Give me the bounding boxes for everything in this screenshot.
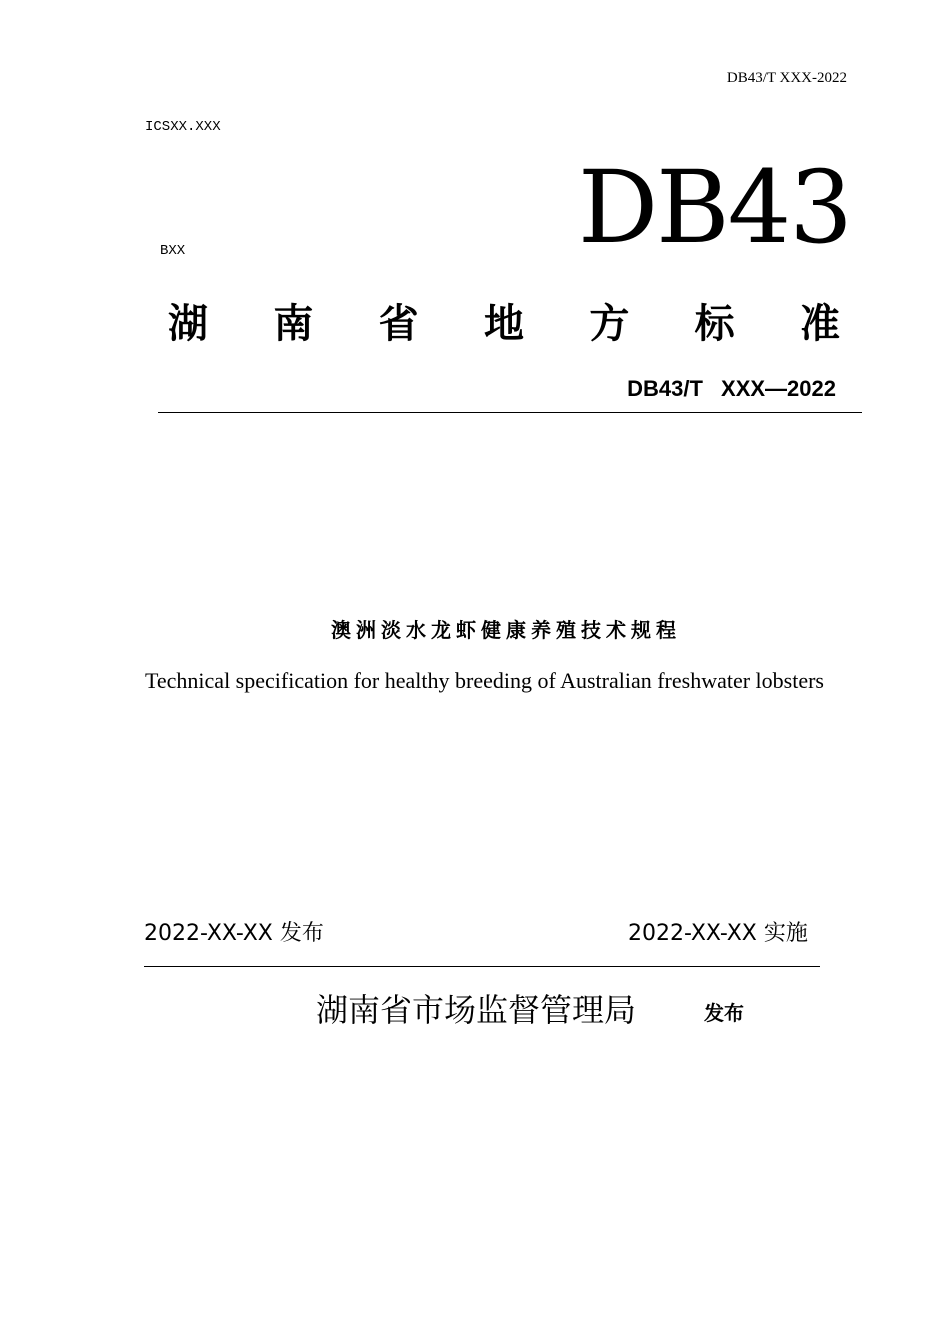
top-divider [158, 412, 862, 413]
issuing-authority: 湖南省市场监督管理局 [316, 991, 637, 1029]
standard-number: DB43/T XXX—2022 [627, 376, 836, 401]
publish-date: 2022-XX-XX 发布 [144, 921, 324, 946]
bottom-divider [144, 966, 820, 967]
document-title-chinese: 澳洲淡水龙虾健康养殖技术规程 [331, 618, 681, 642]
header-standard-code: DB43/T XXX-2022 [726, 70, 847, 86]
title-char: 南 [273, 301, 314, 347]
title-char: 省 [378, 301, 419, 347]
title-char: 准 [799, 301, 840, 347]
title-char: 地 [483, 301, 524, 347]
ccs-classification: BXX [160, 243, 186, 259]
ics-classification: ICSXX.XXX [145, 119, 221, 135]
issuing-suffix: 发布 [704, 1001, 744, 1025]
title-char: 湖 [168, 301, 208, 347]
standard-category-title [168, 300, 840, 348]
title-char: 标 [694, 301, 735, 347]
title-char: 方 [589, 301, 630, 347]
big-standard-code: DB43 [578, 149, 851, 266]
implement-date: 2022-XX-XX 实施 [628, 921, 808, 946]
document-title-english: Technical specification for healthy breeding of Australian freshwater lobsters [145, 668, 824, 693]
